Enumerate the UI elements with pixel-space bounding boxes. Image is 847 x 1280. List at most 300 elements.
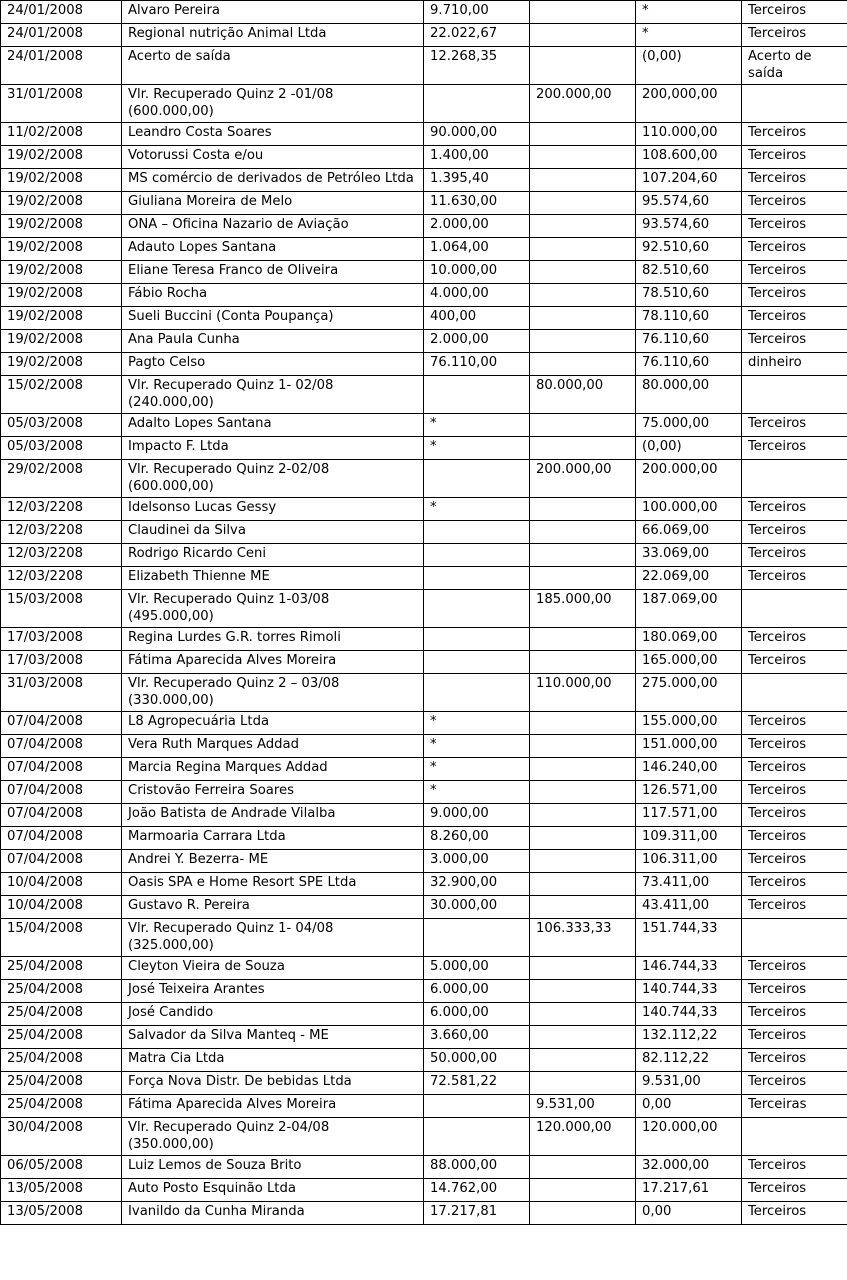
debit-cell xyxy=(424,651,530,674)
credit-cell xyxy=(530,192,636,215)
description-cell: Cleyton Vieira de Souza xyxy=(122,957,424,980)
balance-cell: (0,00) xyxy=(636,47,742,85)
balance-cell: 76.110,60 xyxy=(636,353,742,376)
description-cell: Claudinei da Silva xyxy=(122,521,424,544)
date-cell: 15/04/2008 xyxy=(1,919,122,957)
category-cell xyxy=(742,376,847,414)
description-cell: Vlr. Recuperado Quinz 1- 04/08 (325.000,00) xyxy=(122,919,424,957)
credit-cell xyxy=(530,330,636,353)
balance-cell: 109.311,00 xyxy=(636,827,742,850)
table-row xyxy=(1,215,847,238)
debit-cell: * xyxy=(424,414,530,437)
date-cell: 19/02/2008 xyxy=(1,307,122,330)
date-cell: 10/04/2008 xyxy=(1,896,122,919)
debit-cell: 14.762,00 xyxy=(424,1179,530,1202)
credit-cell xyxy=(530,544,636,567)
table-row xyxy=(1,544,847,567)
credit-cell xyxy=(530,567,636,590)
table-row xyxy=(1,919,847,957)
description-cell: Matra Cia Ltda xyxy=(122,1049,424,1072)
table-row xyxy=(1,169,847,192)
description-cell: Regional nutrição Animal Ltda xyxy=(122,24,424,47)
table-row xyxy=(1,123,847,146)
category-cell: Terceiros xyxy=(742,781,847,804)
credit-cell xyxy=(530,24,636,47)
description-cell: Giuliana Moreira de Melo xyxy=(122,192,424,215)
debit-cell: 50.000,00 xyxy=(424,1049,530,1072)
table-row xyxy=(1,781,847,804)
debit-cell: 6.000,00 xyxy=(424,980,530,1003)
balance-cell: 78.110,60 xyxy=(636,307,742,330)
table-row xyxy=(1,146,847,169)
category-cell: Terceiros xyxy=(742,1,847,24)
date-cell: 07/04/2008 xyxy=(1,850,122,873)
debit-cell: * xyxy=(424,498,530,521)
debit-cell: 17.217,81 xyxy=(424,1202,530,1225)
credit-cell xyxy=(530,1179,636,1202)
category-cell: Terceiros xyxy=(742,123,847,146)
table-row xyxy=(1,1049,847,1072)
description-cell: Vlr. Recuperado Quinz 2 – 03/08 (330.000,00) xyxy=(122,674,424,712)
table-row xyxy=(1,980,847,1003)
debit-cell xyxy=(424,85,530,123)
description-cell: Vera Ruth Marques Addad xyxy=(122,735,424,758)
category-cell: Terceiros xyxy=(742,567,847,590)
credit-cell xyxy=(530,437,636,460)
credit-cell xyxy=(530,1,636,24)
category-cell: Terceiros xyxy=(742,980,847,1003)
date-cell: 19/02/2008 xyxy=(1,169,122,192)
description-cell: Rodrigo Ricardo Ceni xyxy=(122,544,424,567)
description-cell: Fábio Rocha xyxy=(122,284,424,307)
balance-cell: 146.744,33 xyxy=(636,957,742,980)
balance-cell: 151.000,00 xyxy=(636,735,742,758)
debit-cell: 8.260,00 xyxy=(424,827,530,850)
credit-cell: 120.000,00 xyxy=(530,1118,636,1156)
table-row xyxy=(1,85,847,123)
credit-cell: 200.000,00 xyxy=(530,460,636,498)
date-cell: 17/03/2008 xyxy=(1,628,122,651)
date-cell: 25/04/2008 xyxy=(1,1095,122,1118)
balance-cell: 165.000,00 xyxy=(636,651,742,674)
table-row xyxy=(1,238,847,261)
category-cell: Terceiros xyxy=(742,758,847,781)
date-cell: 25/04/2008 xyxy=(1,1049,122,1072)
date-cell: 12/03/2208 xyxy=(1,567,122,590)
table-row xyxy=(1,330,847,353)
debit-cell: 2.000,00 xyxy=(424,330,530,353)
table-row xyxy=(1,873,847,896)
category-cell: Terceiros xyxy=(742,1026,847,1049)
debit-cell: 88.000,00 xyxy=(424,1156,530,1179)
balance-cell: 151.744,33 xyxy=(636,919,742,957)
credit-cell xyxy=(530,957,636,980)
category-cell: Terceiros xyxy=(742,498,847,521)
description-cell: José Candido xyxy=(122,1003,424,1026)
credit-cell: 9.531,00 xyxy=(530,1095,636,1118)
balance-cell: 73.411,00 xyxy=(636,873,742,896)
table-row xyxy=(1,735,847,758)
balance-cell: 110.000,00 xyxy=(636,123,742,146)
table-row xyxy=(1,521,847,544)
category-cell: Terceiros xyxy=(742,827,847,850)
description-cell: Cristovão Ferreira Soares xyxy=(122,781,424,804)
credit-cell xyxy=(530,980,636,1003)
balance-cell: 92.510,60 xyxy=(636,238,742,261)
balance-cell: 93.574,60 xyxy=(636,215,742,238)
description-cell: Vlr. Recuperado Quinz 1-03/08 (495.000,00) xyxy=(122,590,424,628)
credit-cell xyxy=(530,146,636,169)
date-cell: 11/02/2008 xyxy=(1,123,122,146)
debit-cell: 22.022,67 xyxy=(424,24,530,47)
balance-cell: 32.000,00 xyxy=(636,1156,742,1179)
table-row xyxy=(1,376,847,414)
description-cell: Marmoaria Carrara Ltda xyxy=(122,827,424,850)
debit-cell: 30.000,00 xyxy=(424,896,530,919)
debit-cell xyxy=(424,674,530,712)
debit-cell: 76.110,00 xyxy=(424,353,530,376)
table-row xyxy=(1,957,847,980)
balance-cell: 200,000,00 xyxy=(636,85,742,123)
debit-cell: * xyxy=(424,437,530,460)
credit-cell: 200.000,00 xyxy=(530,85,636,123)
balance-cell: (0,00) xyxy=(636,437,742,460)
category-cell: Terceiros xyxy=(742,712,847,735)
category-cell xyxy=(742,1118,847,1156)
date-cell: 13/05/2008 xyxy=(1,1202,122,1225)
category-cell: Terceiros xyxy=(742,628,847,651)
date-cell: 19/02/2008 xyxy=(1,353,122,376)
credit-cell: 80.000,00 xyxy=(530,376,636,414)
category-cell: Terceiros xyxy=(742,873,847,896)
category-cell: Terceiros xyxy=(742,330,847,353)
description-cell: Sueli Buccini (Conta Poupança) xyxy=(122,307,424,330)
date-cell: 19/02/2008 xyxy=(1,238,122,261)
category-cell: Terceiros xyxy=(742,307,847,330)
credit-cell xyxy=(530,353,636,376)
credit-cell xyxy=(530,850,636,873)
table-row xyxy=(1,804,847,827)
description-cell: Regina Lurdes G.R. torres Rimoli xyxy=(122,628,424,651)
table-row xyxy=(1,261,847,284)
credit-cell: 106.333,33 xyxy=(530,919,636,957)
date-cell: 19/02/2008 xyxy=(1,330,122,353)
balance-cell: 107.204,60 xyxy=(636,169,742,192)
table-row xyxy=(1,758,847,781)
category-cell: Terceiros xyxy=(742,215,847,238)
table-row xyxy=(1,1179,847,1202)
credit-cell xyxy=(530,1049,636,1072)
debit-cell xyxy=(424,1118,530,1156)
category-cell xyxy=(742,919,847,957)
date-cell: 07/04/2008 xyxy=(1,827,122,850)
category-cell: Terceiros xyxy=(742,1202,847,1225)
balance-cell: 76.110,60 xyxy=(636,330,742,353)
credit-cell xyxy=(530,1072,636,1095)
date-cell: 05/03/2008 xyxy=(1,437,122,460)
table-row xyxy=(1,896,847,919)
debit-cell: * xyxy=(424,781,530,804)
date-cell: 19/02/2008 xyxy=(1,192,122,215)
description-cell: Pagto Celso xyxy=(122,353,424,376)
description-cell: José Teixeira Arantes xyxy=(122,980,424,1003)
credit-cell xyxy=(530,781,636,804)
table-row xyxy=(1,1026,847,1049)
date-cell: 12/03/2208 xyxy=(1,498,122,521)
date-cell: 12/03/2208 xyxy=(1,544,122,567)
category-cell: Terceiros xyxy=(742,261,847,284)
table-row xyxy=(1,47,847,85)
description-cell: L8 Agropecuária Ltda xyxy=(122,712,424,735)
debit-cell: 2.000,00 xyxy=(424,215,530,238)
category-cell xyxy=(742,674,847,712)
credit-cell xyxy=(530,169,636,192)
balance-cell: 132.112,22 xyxy=(636,1026,742,1049)
credit-cell xyxy=(530,804,636,827)
category-cell: Terceiros xyxy=(742,735,847,758)
category-cell: Terceiros xyxy=(742,1003,847,1026)
debit-cell xyxy=(424,567,530,590)
date-cell: 07/04/2008 xyxy=(1,781,122,804)
debit-cell: 1.064,00 xyxy=(424,238,530,261)
description-cell: Força Nova Distr. De bebidas Ltda xyxy=(122,1072,424,1095)
date-cell: 25/04/2008 xyxy=(1,1026,122,1049)
table-row xyxy=(1,1,847,24)
category-cell: Terceiros xyxy=(742,1072,847,1095)
description-cell: Ivanildo da Cunha Miranda xyxy=(122,1202,424,1225)
table-row xyxy=(1,498,847,521)
balance-cell: 106.311,00 xyxy=(636,850,742,873)
credit-cell xyxy=(530,628,636,651)
debit-cell: 32.900,00 xyxy=(424,873,530,896)
debit-cell: 9.710,00 xyxy=(424,1,530,24)
description-cell: Adalto Lopes Santana xyxy=(122,414,424,437)
category-cell: Terceiros xyxy=(742,437,847,460)
category-cell: Terceiros xyxy=(742,804,847,827)
debit-cell xyxy=(424,544,530,567)
balance-cell: 33.069,00 xyxy=(636,544,742,567)
table-row xyxy=(1,590,847,628)
category-cell: Terceiros xyxy=(742,169,847,192)
table-row xyxy=(1,1156,847,1179)
table-row xyxy=(1,712,847,735)
date-cell: 17/03/2008 xyxy=(1,651,122,674)
balance-cell: 80.000,00 xyxy=(636,376,742,414)
table-row xyxy=(1,1072,847,1095)
debit-cell xyxy=(424,628,530,651)
credit-cell xyxy=(530,758,636,781)
table-row xyxy=(1,414,847,437)
description-cell: ONA – Oficina Nazario de Aviação xyxy=(122,215,424,238)
balance-cell: 155.000,00 xyxy=(636,712,742,735)
description-cell: Marcia Regina Marques Addad xyxy=(122,758,424,781)
credit-cell xyxy=(530,1156,636,1179)
debit-cell: 3.000,00 xyxy=(424,850,530,873)
description-cell: Acerto de saída xyxy=(122,47,424,85)
debit-cell: 72.581,22 xyxy=(424,1072,530,1095)
category-cell: Acerto de saída xyxy=(742,47,847,85)
credit-cell xyxy=(530,1202,636,1225)
debit-cell: 11.630,00 xyxy=(424,192,530,215)
credit-cell: 110.000,00 xyxy=(530,674,636,712)
category-cell: Terceiros xyxy=(742,651,847,674)
debit-cell: 5.000,00 xyxy=(424,957,530,980)
table-row xyxy=(1,460,847,498)
debit-cell: * xyxy=(424,758,530,781)
credit-cell xyxy=(530,284,636,307)
credit-cell xyxy=(530,414,636,437)
date-cell: 25/04/2008 xyxy=(1,980,122,1003)
balance-cell: 17.217,61 xyxy=(636,1179,742,1202)
balance-cell: 180.069,00 xyxy=(636,628,742,651)
debit-cell: * xyxy=(424,712,530,735)
debit-cell: 1.395,40 xyxy=(424,169,530,192)
date-cell: 05/03/2008 xyxy=(1,414,122,437)
description-cell: Vlr. Recuperado Quinz 2 -01/08 (600.000,00) xyxy=(122,85,424,123)
date-cell: 19/02/2008 xyxy=(1,261,122,284)
description-cell: Eliane Teresa Franco de Oliveira xyxy=(122,261,424,284)
debit-cell: 12.268,35 xyxy=(424,47,530,85)
description-cell: João Batista de Andrade Vilalba xyxy=(122,804,424,827)
balance-cell: * xyxy=(636,24,742,47)
category-cell: Terceiros xyxy=(742,850,847,873)
category-cell: Terceiros xyxy=(742,1156,847,1179)
credit-cell xyxy=(530,896,636,919)
table-row xyxy=(1,437,847,460)
debit-cell: 90.000,00 xyxy=(424,123,530,146)
debit-cell xyxy=(424,1095,530,1118)
category-cell xyxy=(742,460,847,498)
balance-cell: 82.510,60 xyxy=(636,261,742,284)
category-cell xyxy=(742,85,847,123)
credit-cell xyxy=(530,261,636,284)
table-row xyxy=(1,353,847,376)
category-cell: Terceiros xyxy=(742,521,847,544)
description-cell: Andrei Y. Bezerra- ME xyxy=(122,850,424,873)
balance-cell: 117.571,00 xyxy=(636,804,742,827)
table-row xyxy=(1,567,847,590)
table-row xyxy=(1,1003,847,1026)
date-cell: 15/03/2008 xyxy=(1,590,122,628)
date-cell: 07/04/2008 xyxy=(1,804,122,827)
balance-cell: 100.000,00 xyxy=(636,498,742,521)
debit-cell xyxy=(424,521,530,544)
credit-cell xyxy=(530,238,636,261)
date-cell: 13/05/2008 xyxy=(1,1179,122,1202)
date-cell: 19/02/2008 xyxy=(1,146,122,169)
date-cell: 24/01/2008 xyxy=(1,24,122,47)
description-cell: Votorussi Costa e/ou xyxy=(122,146,424,169)
category-cell: Terceiros xyxy=(742,192,847,215)
credit-cell xyxy=(530,873,636,896)
debit-cell: 10.000,00 xyxy=(424,261,530,284)
description-cell: MS comércio de derivados de Petróleo Ltda xyxy=(122,169,424,192)
description-cell: Vlr. Recuperado Quinz 2-02/08 (600.000,00) xyxy=(122,460,424,498)
category-cell: Terceiros xyxy=(742,957,847,980)
balance-cell: 108.600,00 xyxy=(636,146,742,169)
balance-cell: 200.000,00 xyxy=(636,460,742,498)
date-cell: 15/02/2008 xyxy=(1,376,122,414)
credit-cell: 185.000,00 xyxy=(530,590,636,628)
table-row xyxy=(1,307,847,330)
balance-cell: 9.531,00 xyxy=(636,1072,742,1095)
date-cell: 25/04/2008 xyxy=(1,1072,122,1095)
date-cell: 29/02/2008 xyxy=(1,460,122,498)
description-cell: Idelsonso Lucas Gessy xyxy=(122,498,424,521)
debit-cell xyxy=(424,919,530,957)
date-cell: 10/04/2008 xyxy=(1,873,122,896)
date-cell: 07/04/2008 xyxy=(1,735,122,758)
credit-cell xyxy=(530,827,636,850)
category-cell: Terceiros xyxy=(742,284,847,307)
date-cell: 30/04/2008 xyxy=(1,1118,122,1156)
balance-cell: 22.069,00 xyxy=(636,567,742,590)
category-cell: Terceiros xyxy=(742,146,847,169)
debit-cell: 1.400,00 xyxy=(424,146,530,169)
balance-cell: 66.069,00 xyxy=(636,521,742,544)
debit-cell: 3.660,00 xyxy=(424,1026,530,1049)
table-row xyxy=(1,628,847,651)
description-cell: Vlr. Recuperado Quinz 2-04/08 (350.000,00) xyxy=(122,1118,424,1156)
description-cell: Fátima Aparecida Alves Moreira xyxy=(122,651,424,674)
debit-cell: 9.000,00 xyxy=(424,804,530,827)
credit-cell xyxy=(530,307,636,330)
balance-cell: 275.000,00 xyxy=(636,674,742,712)
description-cell: Leandro Costa Soares xyxy=(122,123,424,146)
ledger-body xyxy=(1,1,847,1225)
debit-cell: 4.000,00 xyxy=(424,284,530,307)
table-row xyxy=(1,651,847,674)
balance-cell: 78.510,60 xyxy=(636,284,742,307)
credit-cell xyxy=(530,123,636,146)
debit-cell: 400,00 xyxy=(424,307,530,330)
debit-cell xyxy=(424,376,530,414)
category-cell: Terceiros xyxy=(742,1179,847,1202)
description-cell: Adauto Lopes Santana xyxy=(122,238,424,261)
date-cell: 31/03/2008 xyxy=(1,674,122,712)
date-cell: 19/02/2008 xyxy=(1,284,122,307)
credit-cell xyxy=(530,1003,636,1026)
date-cell: 25/04/2008 xyxy=(1,1003,122,1026)
date-cell: 24/01/2008 xyxy=(1,1,122,24)
description-cell: Gustavo R. Pereira xyxy=(122,896,424,919)
description-cell: Elizabeth Thienne ME xyxy=(122,567,424,590)
date-cell: 19/02/2008 xyxy=(1,215,122,238)
description-cell: Luiz Lemos de Souza Brito xyxy=(122,1156,424,1179)
description-cell: Fátima Aparecida Alves Moreira xyxy=(122,1095,424,1118)
date-cell: 06/05/2008 xyxy=(1,1156,122,1179)
credit-cell xyxy=(530,651,636,674)
credit-cell xyxy=(530,735,636,758)
table-row xyxy=(1,850,847,873)
date-cell: 25/04/2008 xyxy=(1,957,122,980)
category-cell: Terceiros xyxy=(742,238,847,261)
table-row xyxy=(1,1118,847,1156)
credit-cell xyxy=(530,712,636,735)
balance-cell: 126.571,00 xyxy=(636,781,742,804)
table-row xyxy=(1,674,847,712)
balance-cell: * xyxy=(636,1,742,24)
credit-cell xyxy=(530,1026,636,1049)
description-cell: Vlr. Recuperado Quinz 1- 02/08 (240.000,00) xyxy=(122,376,424,414)
date-cell: 24/01/2008 xyxy=(1,47,122,85)
description-cell: Impacto F. Ltda xyxy=(122,437,424,460)
balance-cell: 0,00 xyxy=(636,1095,742,1118)
balance-cell: 140.744,33 xyxy=(636,1003,742,1026)
table-row xyxy=(1,284,847,307)
debit-cell: * xyxy=(424,735,530,758)
date-cell: 07/04/2008 xyxy=(1,712,122,735)
